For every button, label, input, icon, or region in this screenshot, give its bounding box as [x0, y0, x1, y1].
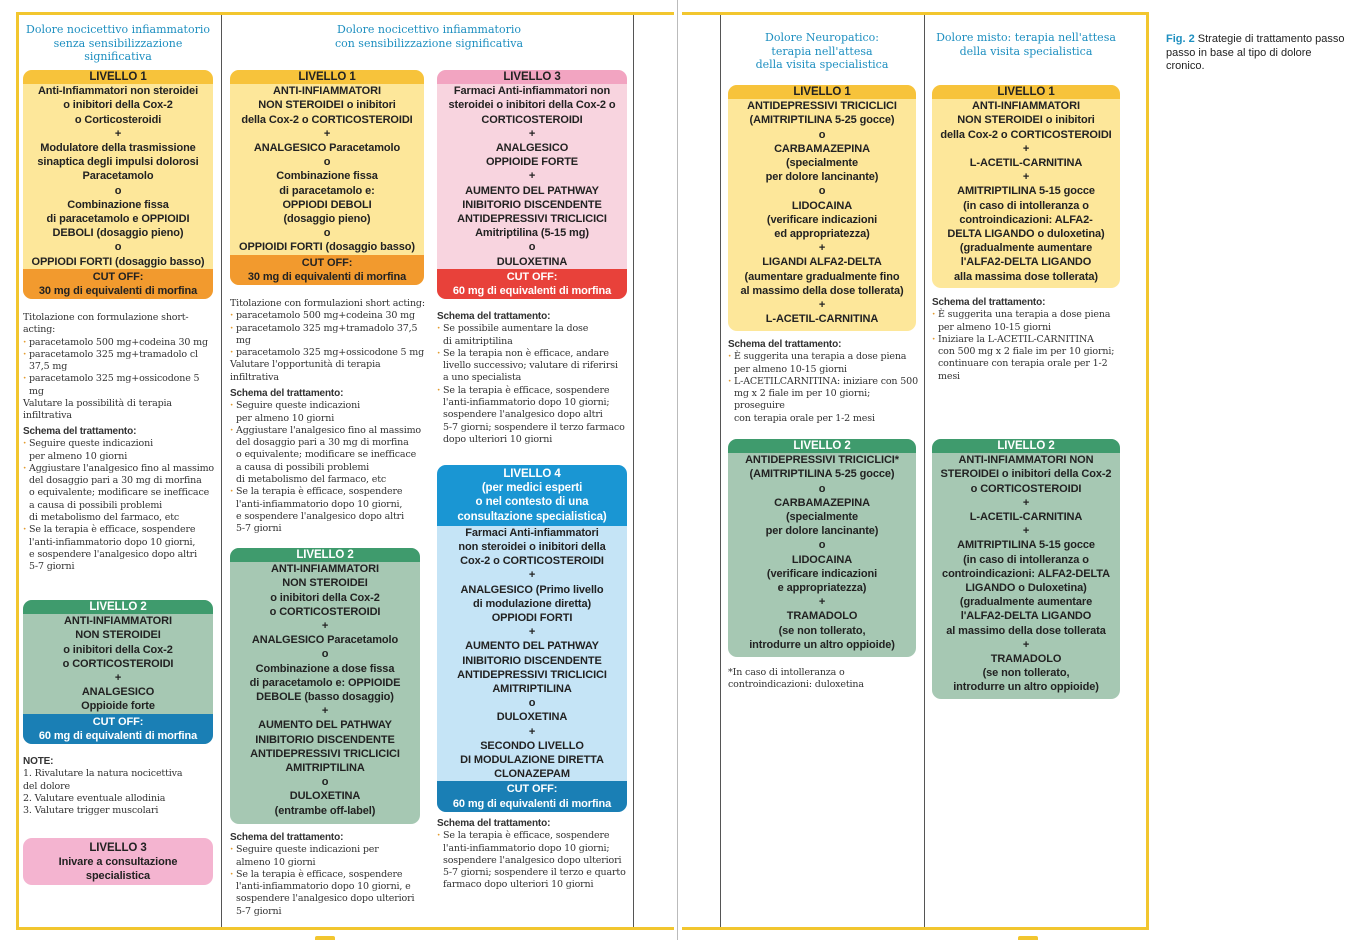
- header-mixed: Dolore misto: terapia nell'attesa della visita specialistica: [936, 31, 1116, 58]
- list-item: · paracetamolo 500 mg+codeina 30 mg: [23, 337, 215, 349]
- header-nociceptive-no-sensitization: Dolore nocicettivo infiammatorio senza sensibilizzazione significativa: [26, 23, 210, 63]
- col3-footnote: [728, 667, 920, 692]
- list-item: · Aggiustare l'analgesico fino al massimo del dosaggio pari a 30 mg di morfina o equivalente; modificare se inefficace a causa di possibili problemi di metabolismo del farmaco, etc: [230, 425, 426, 486]
- header-nociceptive-sensitization: Dolore nocicettivo infiammatorio con sensibilizzazione significativa: [334, 23, 524, 50]
- col2-level2-box: [230, 548, 420, 824]
- titration-outro: Valutare l'opportunità di terapia infiltrativa: [230, 359, 381, 383]
- page-gutter: [677, 0, 678, 940]
- col2-level1-box: [230, 70, 424, 285]
- col1-level3-box: [23, 838, 213, 885]
- list-item: · Aggiustare l'analgesico fino al massimo del dosaggio pari a 30 mg di morfina o equivalente; modificare se inefficace a causa di possibili problemi di metabolismo del farmaco, etc: [23, 463, 215, 524]
- level-body: Farmaci Anti-infiammatori non steroidei o inibitori della Cox-2 o CORTICOSTEROIDI + ANALGESICO OPPIOIDE FORTE + AUMENTO DEL PATHWAY INIBITORIO DISCENDENTE ANTIDEPRESSIVI TRICLICICI Amitriptilina (5-15 mg) o DULOXETINA: [448, 85, 616, 268]
- cutoff-label: CUT OFF: 30 mg di equivalenti di morfina: [23, 269, 213, 299]
- titration-intro: Titolazione con formulazioni short acting:: [230, 298, 425, 309]
- figure-label: Fig. 2: [1166, 33, 1195, 45]
- level-title: LIVELLO 1: [230, 70, 424, 84]
- col1-titration-text: [23, 312, 215, 423]
- schema-title: Schema del trattamento:: [932, 297, 1046, 308]
- col3-level2-box: [728, 439, 916, 657]
- cutoff-label: CUT OFF: 60 mg di equivalenti di morfina: [437, 781, 627, 811]
- schema-title: Schema del trattamento:: [23, 426, 137, 437]
- list-item: · Se possibile aumentare la dose di amitriptilina: [437, 323, 631, 348]
- col4-level2-box: [932, 439, 1120, 699]
- level-body: ANTI-INFIAMMATORI NON STEROIDEI o inibitori della Cox-2 o CORTICOSTEROIDI + L-ACETIL-CARNITINA + AMITRIPTILINA 5-15 gocce (in caso di intolleranza o controindicazioni: ALFA2-DELTA LIGANDO o Duloxetina) (gradualmente aumentare l'ALFA2-DELTA LIGANDO al massimo della dose tollerata + TRAMADOLO (se non tollerato, introdurre un altro oppioide): [940, 454, 1112, 694]
- level-title: LIVELLO 1: [728, 85, 916, 99]
- level-body: ANTI-INFIAMMATORI NON STEROIDEI o inibitori della Cox-2 o CORTICOSTEROIDI + ANALGESICO Oppioide forte: [62, 615, 174, 713]
- level-body: ANTIDEPRESSIVI TRICICLICI (AMITRIPTILINA 5-25 gocce) o CARBAMAZEPINA (specialmente per dolore lancinante) o LIDOCAINA (verificare indicazioni ed appropriatezza) + LIGANDI ALFA2-DELTA (aumentare gradualmente fino al massimo della dose tollerata) + L-ACETIL-CARNITINA: [740, 100, 904, 326]
- list-item: · Seguire queste indicazioni per almeno 10 giorni: [230, 844, 426, 869]
- col1-notes: [23, 756, 215, 817]
- level-body: ANTI-INFIAMMATORI NON STEROIDEI o inibitori della Cox-2 o CORTICOSTEROIDI + ANALGESICO Paracetamolo o Combinazione fissa di paracetamolo e: OPPIODI DEBOLI (dosaggio pieno) o OPPIOIDI FORTI (dosaggio basso): [239, 85, 415, 254]
- list-item: · Se la terapia è efficace, sospendere l'anti-infiammatorio dopo 10 giorni, e sospendere l'analgesico dopo altri 5-7 giorni: [230, 486, 426, 535]
- column-divider: [720, 15, 721, 927]
- level-title: LIVELLO 1: [23, 70, 213, 84]
- schema-title: Schema del trattamento:: [230, 832, 344, 843]
- col4-level1-box: [932, 85, 1120, 288]
- list-item: · Se la terapia è efficace, sospendere l'anti-infiammatorio dopo 10 giorni; sospendere l'analgesico dopo altri 5-7 giorni; sospendere il terzo farmaco dopo ulteriori 10 giorni: [437, 385, 631, 446]
- col2-titration-text: [230, 298, 426, 384]
- level-title: LIVELLO 3: [437, 70, 627, 84]
- titration-intro: Titolazione con formulazione short- acting:: [23, 312, 189, 336]
- level-title: LIVELLO 2: [230, 548, 420, 562]
- col2-schema2-text: [230, 832, 426, 918]
- list-item: · paracetamolo 325 mg+tramadolo cl 37,5 mg: [23, 349, 215, 374]
- list-item: · paracetamolo 325 mg+tramadolo 37,5 mg: [230, 323, 426, 348]
- level-body: ANTIDEPRESSIVI TRICICLICI* (AMITRIPTILINA 5-25 gocce) o CARBAMAZEPINA (specialmente per dolore lancinante) o LIDOCAINA (verificare indicazioni e appropriatezza) + TRAMADOLO (se non tollerato, introdurre un altro oppioide): [745, 454, 899, 651]
- col1-level1-box: [23, 70, 213, 299]
- schema-title: Schema del trattamento:: [437, 311, 551, 322]
- col1-level2-box: [23, 600, 213, 744]
- level-body: Farmaci Anti-infiammatori non steroidei o inibitori della Cox-2 o CORTICOSTEROIDI + ANALGESICO (Primo livello di modulazione diretta) OPPIODI FORTI + AUMENTO DEL PATHWAY INIBITORIO DISCENDENTE ANTIDEPRESSIVI TRICLICICI AMITRIPTILINA o DULOXETINA + SECONDO LIVELLO DI MODULAZIONE DIRETTA CLONAZEPAM: [457, 526, 607, 781]
- col3-level1-box: [728, 85, 916, 331]
- level-title: LIVELLO 2: [23, 600, 213, 614]
- page-marker: [315, 936, 335, 940]
- list-item: · Se la terapia non è efficace, andare livello successivo; valutare di riferirsi a uno specialista: [437, 348, 631, 385]
- list-item: · È suggerita una terapia a dose piena per almeno 10-15 giorni: [932, 309, 1124, 334]
- note-item: 2. Valutare eventuale allodinia: [23, 792, 166, 804]
- level-title: LIVELLO 3: [89, 842, 147, 854]
- col4-schema-text: [932, 297, 1124, 383]
- list-item: · Seguire queste indicazioni per almeno 10 giorni: [23, 438, 215, 463]
- col2-level3-box: [437, 70, 627, 299]
- level-body: Inivare a consultazione specialistica: [58, 856, 178, 883]
- column-divider: [633, 15, 634, 927]
- level-body: ANTI-INFIAMMATORI NON STEROIDEI o inibitori della Cox-2 o CORTICOSTEROIDI + ANALGESICO Paracetamolo o Combinazione a dose fissa di paracetamolo e: OPPIOIDE DEBOLE (basso dosaggio) + AUMENTO DEL PATHWAY INIBITORIO DISCENDENTE ANTIDEPRESSIVI TRICLICICI AMITRIPTILINA o DULOXETINA (entrambe off-label): [249, 563, 401, 817]
- schema-title: Schema del trattamento:: [728, 339, 842, 350]
- list-item: · Se la terapia è efficace, sospendere l'anti-infiammatorio dopo 10 giorni; sospendere l'analgesico dopo ulteriori 5-7 giorni; sospendere il terzo e quarto farmaco dopo ulteriori 10 giorni: [437, 830, 631, 891]
- list-item: · paracetamolo 325 mg+ossicodone 5 mg: [230, 347, 426, 359]
- cutoff-label: CUT OFF: 30 mg di equivalenti di morfina: [230, 255, 424, 285]
- header-neuropathic: Dolore Neuropatico: terapia nell'attesa della visita specialistica: [755, 31, 889, 71]
- column-divider: [221, 15, 222, 927]
- figure-caption: [1166, 33, 1346, 74]
- cutoff-label: CUT OFF: 60 mg di equivalenti di morfina: [23, 714, 213, 744]
- col2b-schema-text: [437, 311, 631, 446]
- schema-title: Schema del trattamento:: [230, 388, 344, 399]
- level-title: LIVELLO 2: [932, 439, 1120, 453]
- level-title: LIVELLO 2: [728, 439, 916, 453]
- column-divider: [924, 15, 925, 927]
- list-item: · L-ACETILCARNITINA: iniziare con 500 mg x 2 fiale im per 10 giorni; proseguire con terapia orale per 1-2 mesi: [728, 376, 920, 425]
- level-title: LIVELLO 4 (per medici esperti o nel contesto di una consultazione specialistica): [437, 465, 627, 526]
- list-item: · Se la terapia è efficace, sospendere l'anti-infiammatorio dopo 10 giorni, e sospendere l'analgesico dopo ulteriori 5-7 giorni: [230, 869, 426, 918]
- schema-title: Schema del trattamento:: [437, 818, 551, 829]
- cutoff-label: CUT OFF: 60 mg di equivalenti di morfina: [437, 269, 627, 299]
- note-item: 1. Rivalutare la natura nocicettiva del dolore: [23, 768, 183, 792]
- level-body: Anti-Infiammatori non steroidei o inibitori della Cox-2 o Corticosteroidi + Modulatore della trasmissione sinaptica degli impulsi dolorosi Paracetamolo o Combinazione fissa di paracetamolo e OPPIOIDI DEBOLI (dosaggio pieno) o OPPIODI FORTI (dosaggio basso): [31, 85, 205, 268]
- list-item: · paracetamolo 500 mg+codeina 30 mg: [230, 310, 426, 322]
- list-item: · Seguire queste indicazioni per almeno 10 giorni: [230, 400, 426, 425]
- col1-schema-text: [23, 426, 215, 574]
- note-item: 3. Valutare trigger muscolari: [23, 805, 159, 817]
- level-title: LIVELLO 1: [932, 85, 1120, 99]
- col2-level4-box: [437, 465, 627, 812]
- list-item: · Iniziare la L-ACETIL-CARNITINA con 500 mg x 2 fiale im per 10 giorni; continuare con terapia orale per 1-2 mesi: [932, 334, 1124, 383]
- page-marker: [1018, 936, 1038, 940]
- list-item: · paracetamolo 325 mg+ossicodone 5 mg: [23, 373, 215, 398]
- list-item: · È suggerita una terapia a dose piena per almeno 10-15 giorni: [728, 351, 920, 376]
- col2-schema-text: [230, 388, 426, 536]
- level-body: ANTI-INFIAMMATORI NON STEROIDEI o inibitori della Cox-2 o CORTICOSTEROIDI + L-ACETIL-CARNITINA + AMITRIPTILINA 5-15 gocce (in caso di intolleranza o controindicazioni: ALFA2- DELTA LIGANDO o duloxetina) (gradualmente aumentare l'ALFA2-DELTA LIGANDO alla massima dose tollerata): [940, 100, 1112, 283]
- titration-outro: Valutare la possibilità di terapia infiltrativa: [23, 398, 172, 422]
- col3-schema-text: [728, 339, 920, 425]
- figure-caption-text: Strategie di trattamento passo passo in base al tipo di dolore cronico.: [1166, 33, 1345, 72]
- list-item: · Se la terapia è efficace, sospendere l'anti-infiammatorio dopo 10 giorni, e sospendere l'analgesico dopo altri 5-7 giorni: [23, 524, 215, 573]
- notes-title: NOTE:: [23, 756, 54, 767]
- col2b-schema2-text: [437, 818, 631, 892]
- footnote: *In caso di intolleranza o controindicazioni: duloxetina: [728, 667, 864, 691]
